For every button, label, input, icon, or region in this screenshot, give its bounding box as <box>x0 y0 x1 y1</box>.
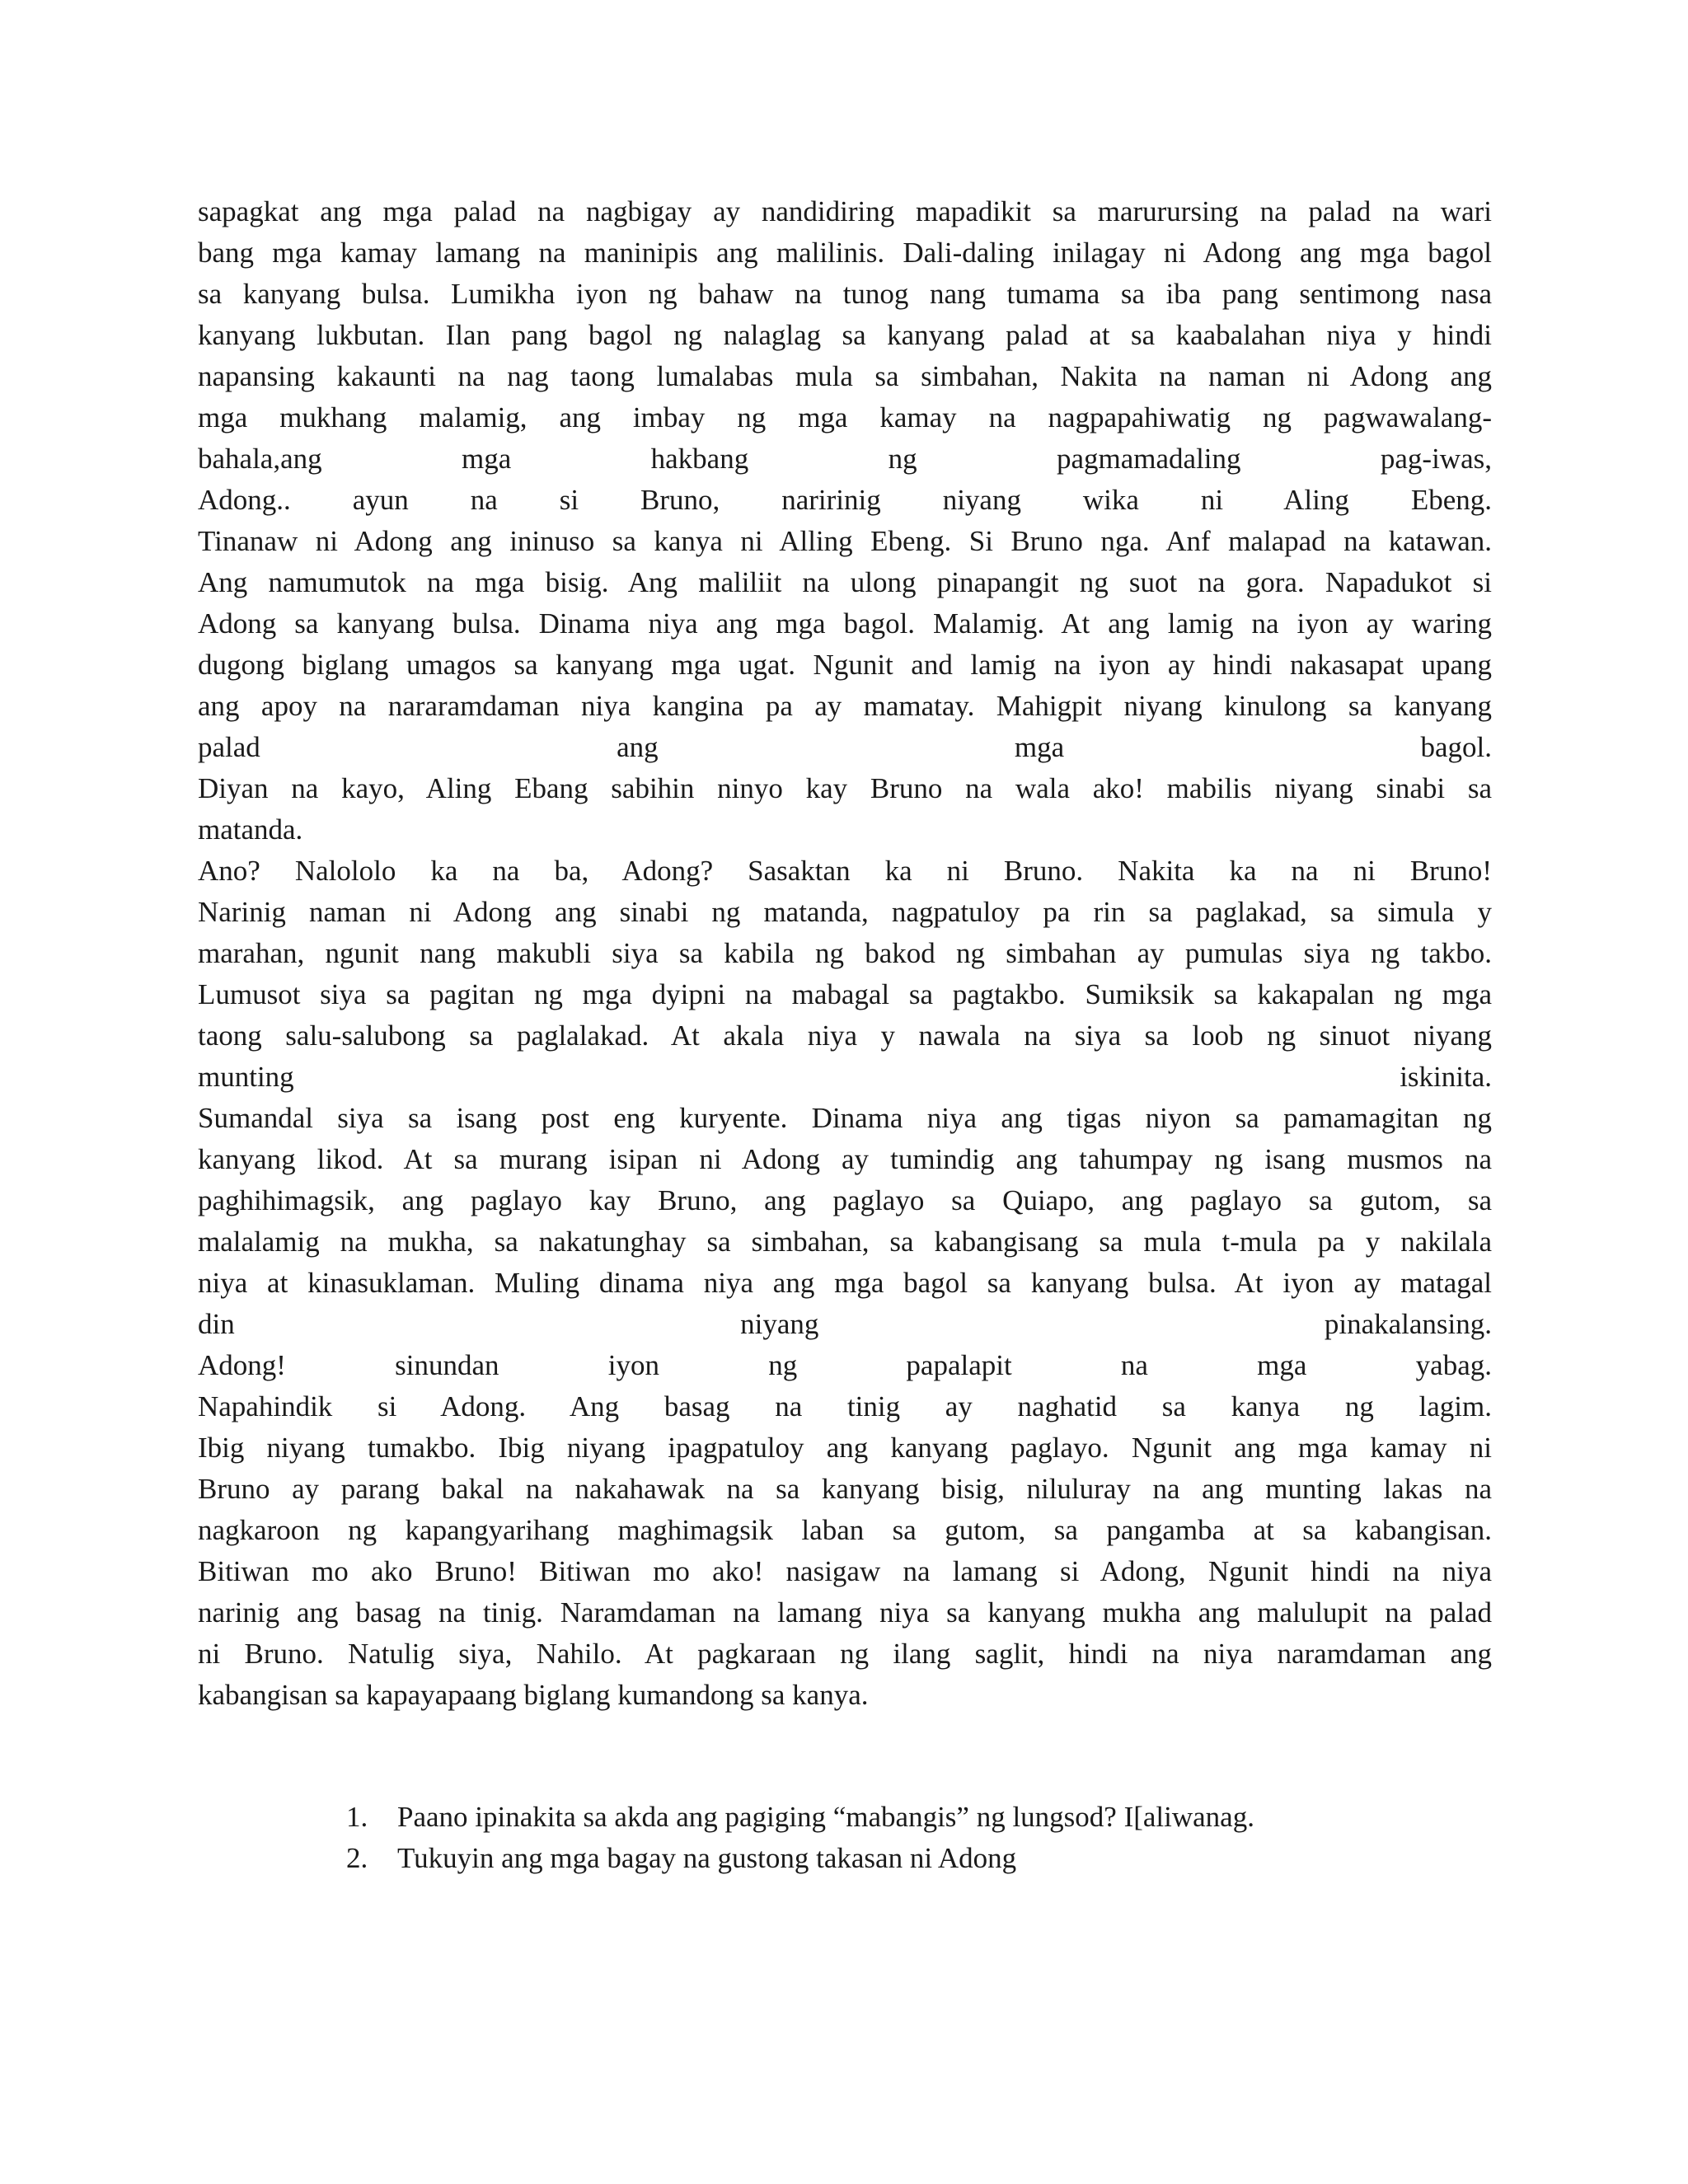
text-line: munting iskinita. <box>198 1061 1492 1093</box>
text-line: nagkaroon ng kapangyarihang maghimagsik laban sa gutom, sa pangamba at sa kabangisan. <box>198 1514 1492 1546</box>
text-line: Bitiwan mo ako Bruno! Bitiwan mo ako! nasigaw na lamang si Adong, Ngunit hindi na niya <box>198 1555 1492 1587</box>
question-item <box>346 1838 1541 1879</box>
text-line: Ano? Nalololo ka na ba, Adong? Sasaktan ka ni Bruno. Nakita ka na ni Bruno! <box>198 855 1492 887</box>
question-number: 1. <box>346 1801 368 1833</box>
story-text <box>198 191 1492 1716</box>
text-line: Adong! sinundan iyon ng papalapit na mga yabag. <box>198 1349 1492 1381</box>
question-list <box>346 1797 1541 1879</box>
text-line: kanyang likod. At sa murang isipan ni Adong ay tumindig ang tahumpay ng isang musmos na <box>198 1143 1492 1175</box>
text-line: napansing kakaunti na nag taong lumalabas mula sa simbahan, Nakita na naman ni Adong ang <box>198 360 1492 392</box>
question-number: 2. <box>346 1842 368 1874</box>
text-line: Adong.. ayun na si Bruno, naririnig niyang wika ni Aling Ebeng. <box>198 484 1492 516</box>
text-line: Ang namumutok na mga bisig. Ang maliliit na ulong pinapangit ng suot na gora. Napadukot si <box>198 566 1492 598</box>
text-line: ni Bruno. Natulig siya, Nahilo. At pagkaraan ng ilang saglit, hindi na niya naramdaman ang <box>198 1638 1492 1670</box>
question-item <box>346 1797 1541 1838</box>
text-line: sa kanyang bulsa. Lumikha iyon ng bahaw na tunog nang tumama sa iba pang sentimong nasa <box>198 278 1492 310</box>
text-line: matanda. <box>198 813 303 846</box>
text-line: bang mga kamay lamang na maninipis ang malilinis. Dali-daling inilagay ni Adong ang mga bagol <box>198 237 1492 269</box>
text-line: Sumandal siya sa isang post eng kuryente. Dinama niya ang tigas niyon sa pamamagitan ng <box>198 1102 1492 1134</box>
text-line: Tinanaw ni Adong ang ininuso sa kanya ni Alling Ebeng. Si Bruno nga. Anf malapad na katawan. <box>198 525 1492 557</box>
text-line: sapagkat ang mga palad na nagbigay ay nandidiring mapadikit sa marurursing na palad na wari <box>198 195 1492 227</box>
text-line: bahala,ang mga hakbang ng pagmamadaling pag-iwas, <box>198 443 1492 475</box>
text-line: Napahindik si Adong. Ang basag na tinig ay naghatid sa kanya ng lagim. <box>198 1390 1492 1422</box>
text-line: mga mukhang malamig, ang imbay ng mga kamay na nagpapahiwatig ng pagwawalang- <box>198 401 1492 434</box>
text-line: din niyang pinakalansing. <box>198 1308 1492 1340</box>
question-text: Tukuyin ang mga bagay na gustong takasan ni Adong <box>397 1842 1017 1874</box>
text-line: Bruno ay parang bakal na nakahawak na sa kanyang bisig, niluluray na ang munting lakas na <box>198 1473 1492 1505</box>
text-line: malalamig na mukha, sa nakatunghay sa simbahan, sa kabangisang sa mula t-mula pa y nakilala <box>198 1226 1492 1258</box>
text-line: Adong sa kanyang bulsa. Dinama niya ang mga bagol. Malamig. At ang lamig na iyon ay waring <box>198 607 1492 640</box>
text-line: narinig ang basag na tinig. Naramdaman na lamang niya sa kanyang mukha ang malulupit na palad <box>198 1596 1492 1629</box>
text-line: taong salu-salubong sa paglalakad. At akala niya y nawala na siya sa loob ng sinuot niyang <box>198 1019 1492 1052</box>
text-line: paghihimagsik, ang paglayo kay Bruno, ang paglayo sa Quiapo, ang paglayo sa gutom, sa <box>198 1184 1492 1216</box>
text-line: kanyang lukbutan. Ilan pang bagol ng nalaglag sa kanyang palad at sa kaabalahan niya y hindi <box>198 319 1492 351</box>
text-line: marahan, ngunit nang makubli siya sa kabila ng bakod ng simbahan ay pumulas siya ng takbo. <box>198 937 1492 969</box>
text-line: dugong biglang umagos sa kanyang mga ugat. Ngunit and lamig na iyon ay hindi nakasapat upang <box>198 649 1492 681</box>
text-line: Ibig niyang tumakbo. Ibig niyang ipagpatuloy ang kanyang paglayo. Ngunit ang mga kamay ni <box>198 1432 1492 1464</box>
text-line: niya at kinasuklaman. Muling dinama niya ang mga bagol sa kanyang bulsa. At iyon ay matagal <box>198 1267 1492 1299</box>
text-line: Narinig naman ni Adong ang sinabi ng matanda, nagpatuloy pa rin sa paglakad, sa simula y <box>198 896 1492 928</box>
text-line: palad ang mga bagol. <box>198 731 1492 763</box>
text-line: Lumusot siya sa pagitan ng mga dyipni na mabagal sa pagtakbo. Sumiksik sa kakapalan ng mga <box>198 978 1492 1010</box>
text-line: kabangisan sa kapayapaang biglang kumandong sa kanya. <box>198 1679 869 1711</box>
question-text: Paano ipinakita sa akda ang pagiging “mabangis” ng lungsod? I[aliwanag. <box>397 1801 1254 1833</box>
text-line: Diyan na kayo, Aling Ebang sabihin ninyo kay Bruno na wala ako! mabilis niyang sinabi sa <box>198 772 1492 804</box>
text-line: ang apoy na nararamdaman niya kangina pa ay mamatay. Mahigpit niyang kinulong sa kanyang <box>198 690 1492 722</box>
